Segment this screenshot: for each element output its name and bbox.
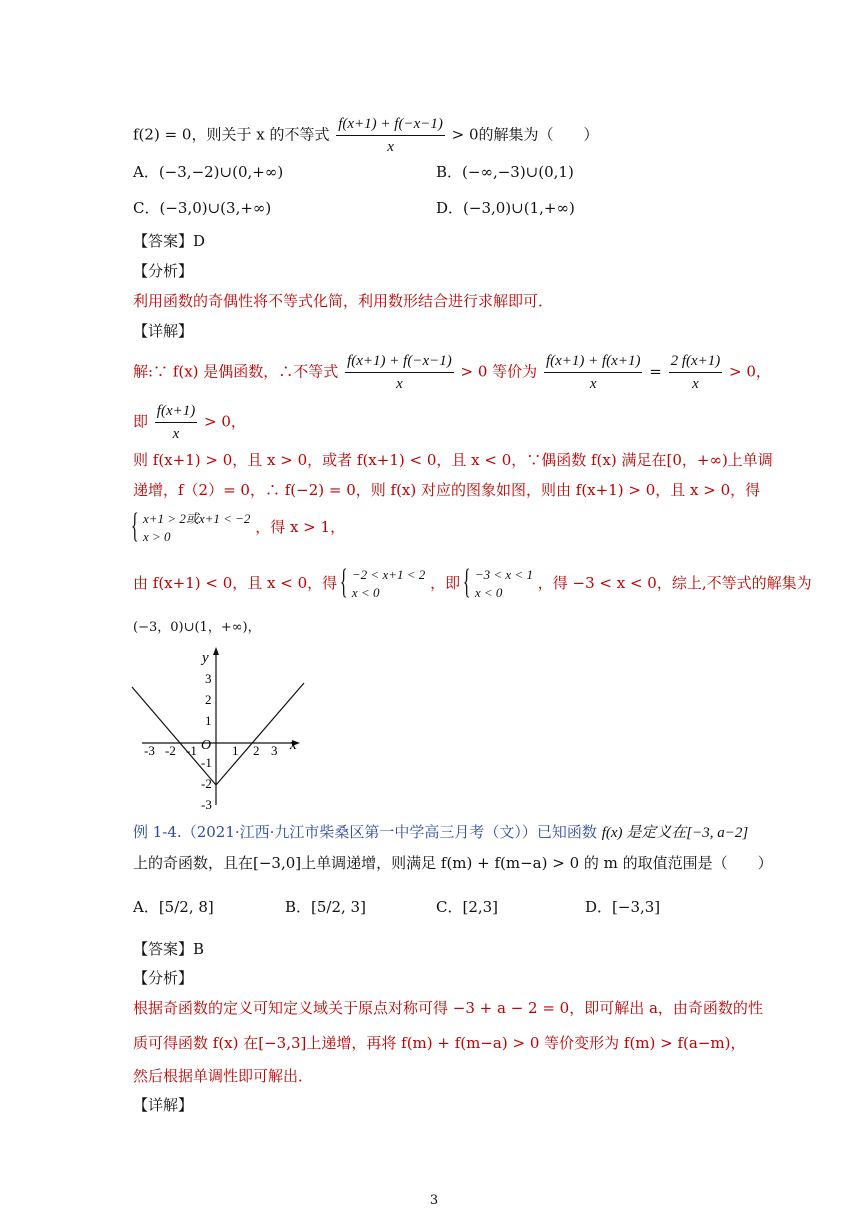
example-line-2: 上的奇函数，且在[−3,0]上单调递增，则满足 f(m) + f(m−a) > 0 的 m 的取值范围是（ ） (133, 854, 773, 872)
page-number: 3 (429, 1193, 439, 1208)
analysis-heading: 【分析】 (133, 262, 194, 280)
inequality-system-2 (342, 566, 425, 602)
x-tick-label: 2 (253, 743, 260, 758)
x-tick-label: 3 (271, 743, 278, 758)
x-tick-label: -3 (144, 743, 155, 758)
fraction-denominator: x (172, 426, 180, 442)
answer-label: 【答案】D (133, 232, 206, 250)
inequality-system-3 (465, 566, 533, 602)
y-tick-label: -1 (201, 755, 212, 770)
analysis-text: 利用函数的奇偶性将不等式化简，利用数形结合进行求解即可． (133, 292, 554, 310)
analysis-heading: 【分析】 (133, 969, 194, 987)
detail-text: 即 (133, 412, 149, 431)
detail-text: > 0 等价为 (460, 362, 538, 381)
fraction-numerator: f(x+1) + f(−x−1) (336, 113, 445, 136)
detail-fraction-1 (345, 350, 454, 395)
detail-fraction-3 (669, 350, 723, 395)
fraction-numerator: f(x+1) (155, 400, 197, 423)
answer-label: 【答案】B (133, 940, 205, 958)
y-tick-label: -2 (201, 776, 212, 791)
option-a: A．[5/2, 8] (133, 898, 214, 916)
y-tick-label: 3 (205, 671, 212, 686)
fraction-numerator: f(x+1) + f(−x−1) (345, 350, 454, 373)
option-c: C．[2,3] (436, 898, 499, 916)
y-tick-label: 1 (205, 713, 212, 728)
option-d: D．[−3,3] (585, 898, 661, 916)
example-text: f(x) 是定义在[−3, a−2] (601, 825, 749, 841)
system-row: { −2 < x+1 < 2 (351, 567, 426, 582)
x-tick-label: -2 (165, 743, 176, 758)
detail-text: ，得 x > 1， (255, 518, 346, 536)
detail-text: ，即 (430, 574, 461, 592)
detail-line-1 (133, 350, 771, 395)
detail-text: 解:∵ f(x) 是偶函数，∴不等式 (133, 362, 339, 381)
detail-line-2 (133, 400, 246, 445)
x-tick-label: -1 (186, 743, 197, 758)
stem-prefix: f(2) = 0，则关于 x 的不等式 (133, 125, 330, 144)
fraction-denominator: x (387, 139, 394, 155)
fraction-denominator: x (589, 376, 597, 392)
detail-text: > 0， (729, 362, 771, 381)
y-axis-label: y (202, 650, 209, 666)
y-tick-label: -3 (201, 797, 212, 810)
system-row: x < 0 (351, 585, 380, 600)
y-tick-label: 2 (205, 692, 212, 707)
analysis-line-1: 根据奇函数的定义可知定义域关于原点对称可得 −3 + a − 2 = 0，即可解出 a，由奇函数的性 (133, 999, 763, 1017)
fraction-numerator: f(x+1) + f(x+1) (544, 350, 643, 373)
function-graph (128, 645, 313, 810)
analysis-line-2: 质可得函数 f(x) 在[−3,3]上递增，再将 f(m) + f(m−a) > 0 等价变形为 f(m) > f(a−m)， (133, 1034, 746, 1052)
stem-suffix: > 0的解集为（ ） (451, 125, 599, 144)
detail-text: ，得 −3 < x < 0，综上,不等式的解集为 (537, 574, 812, 592)
function-curve (132, 683, 304, 785)
origin-label: O (201, 738, 212, 753)
solution-set: (−3，0)∪(1，+∞)， (133, 620, 261, 635)
option-a: A．(−3,−2)∪(0,+∞) (133, 163, 284, 181)
system-row: x < 0 (474, 585, 503, 600)
detail-line-4: 递增，f（2）= 0，∴ f(−2) = 0，则 f(x) 对应的图象如图，则由 f(x+1) > 0，且 x > 0，得 (133, 481, 761, 499)
system-row: { x+1 > 2或x+1 < −2 (143, 511, 251, 526)
equals-sign: = (649, 362, 662, 381)
detail-line-3: 则 f(x+1) > 0，且 x > 0，或者 f(x+1) < 0，且 x < 0，∵偶函数 f(x) 满足在[0，+∞)上单调 (133, 451, 773, 469)
x-axis-label: x (290, 737, 297, 753)
detail-line-6 (133, 566, 812, 602)
detail-line-5 (133, 510, 345, 546)
fraction-numerator: 2 f(x+1) (669, 350, 723, 373)
question-stem (133, 113, 599, 158)
detail-text: 由 f(x+1) < 0，且 x < 0，得 (133, 574, 338, 592)
detail-fraction-2 (544, 350, 643, 395)
analysis-line-3: 然后根据单调性即可解出． (133, 1067, 314, 1085)
system-row: x > 0 (143, 529, 171, 544)
example-line-1 (133, 821, 748, 844)
example-header: 例 1-4.（2021·江西·九江市柴桑区第一中学高三月考（文））已知函数 (133, 823, 597, 841)
detail-fraction-4 (155, 400, 197, 445)
y-axis-arrow-icon (213, 647, 219, 655)
fraction-denominator: x (692, 376, 699, 392)
fraction-denominator: x (396, 376, 403, 392)
system-row: { −3 < x < 1 (474, 567, 533, 582)
option-b: B．[5/2, 3] (285, 898, 366, 916)
stem-fraction (336, 113, 445, 158)
detail-heading: 【详解】 (133, 1096, 194, 1114)
inequality-system-1 (133, 510, 250, 546)
detail-heading: 【详解】 (133, 322, 194, 340)
detail-text: > 0， (204, 412, 246, 431)
x-tick-label: 1 (232, 743, 239, 758)
option-b: B．(−∞,−3)∪(0,1) (436, 163, 574, 181)
option-c: C．(−3,0)∪(3,+∞) (133, 199, 272, 217)
option-d: D．(−3,0)∪(1,+∞) (436, 199, 575, 217)
